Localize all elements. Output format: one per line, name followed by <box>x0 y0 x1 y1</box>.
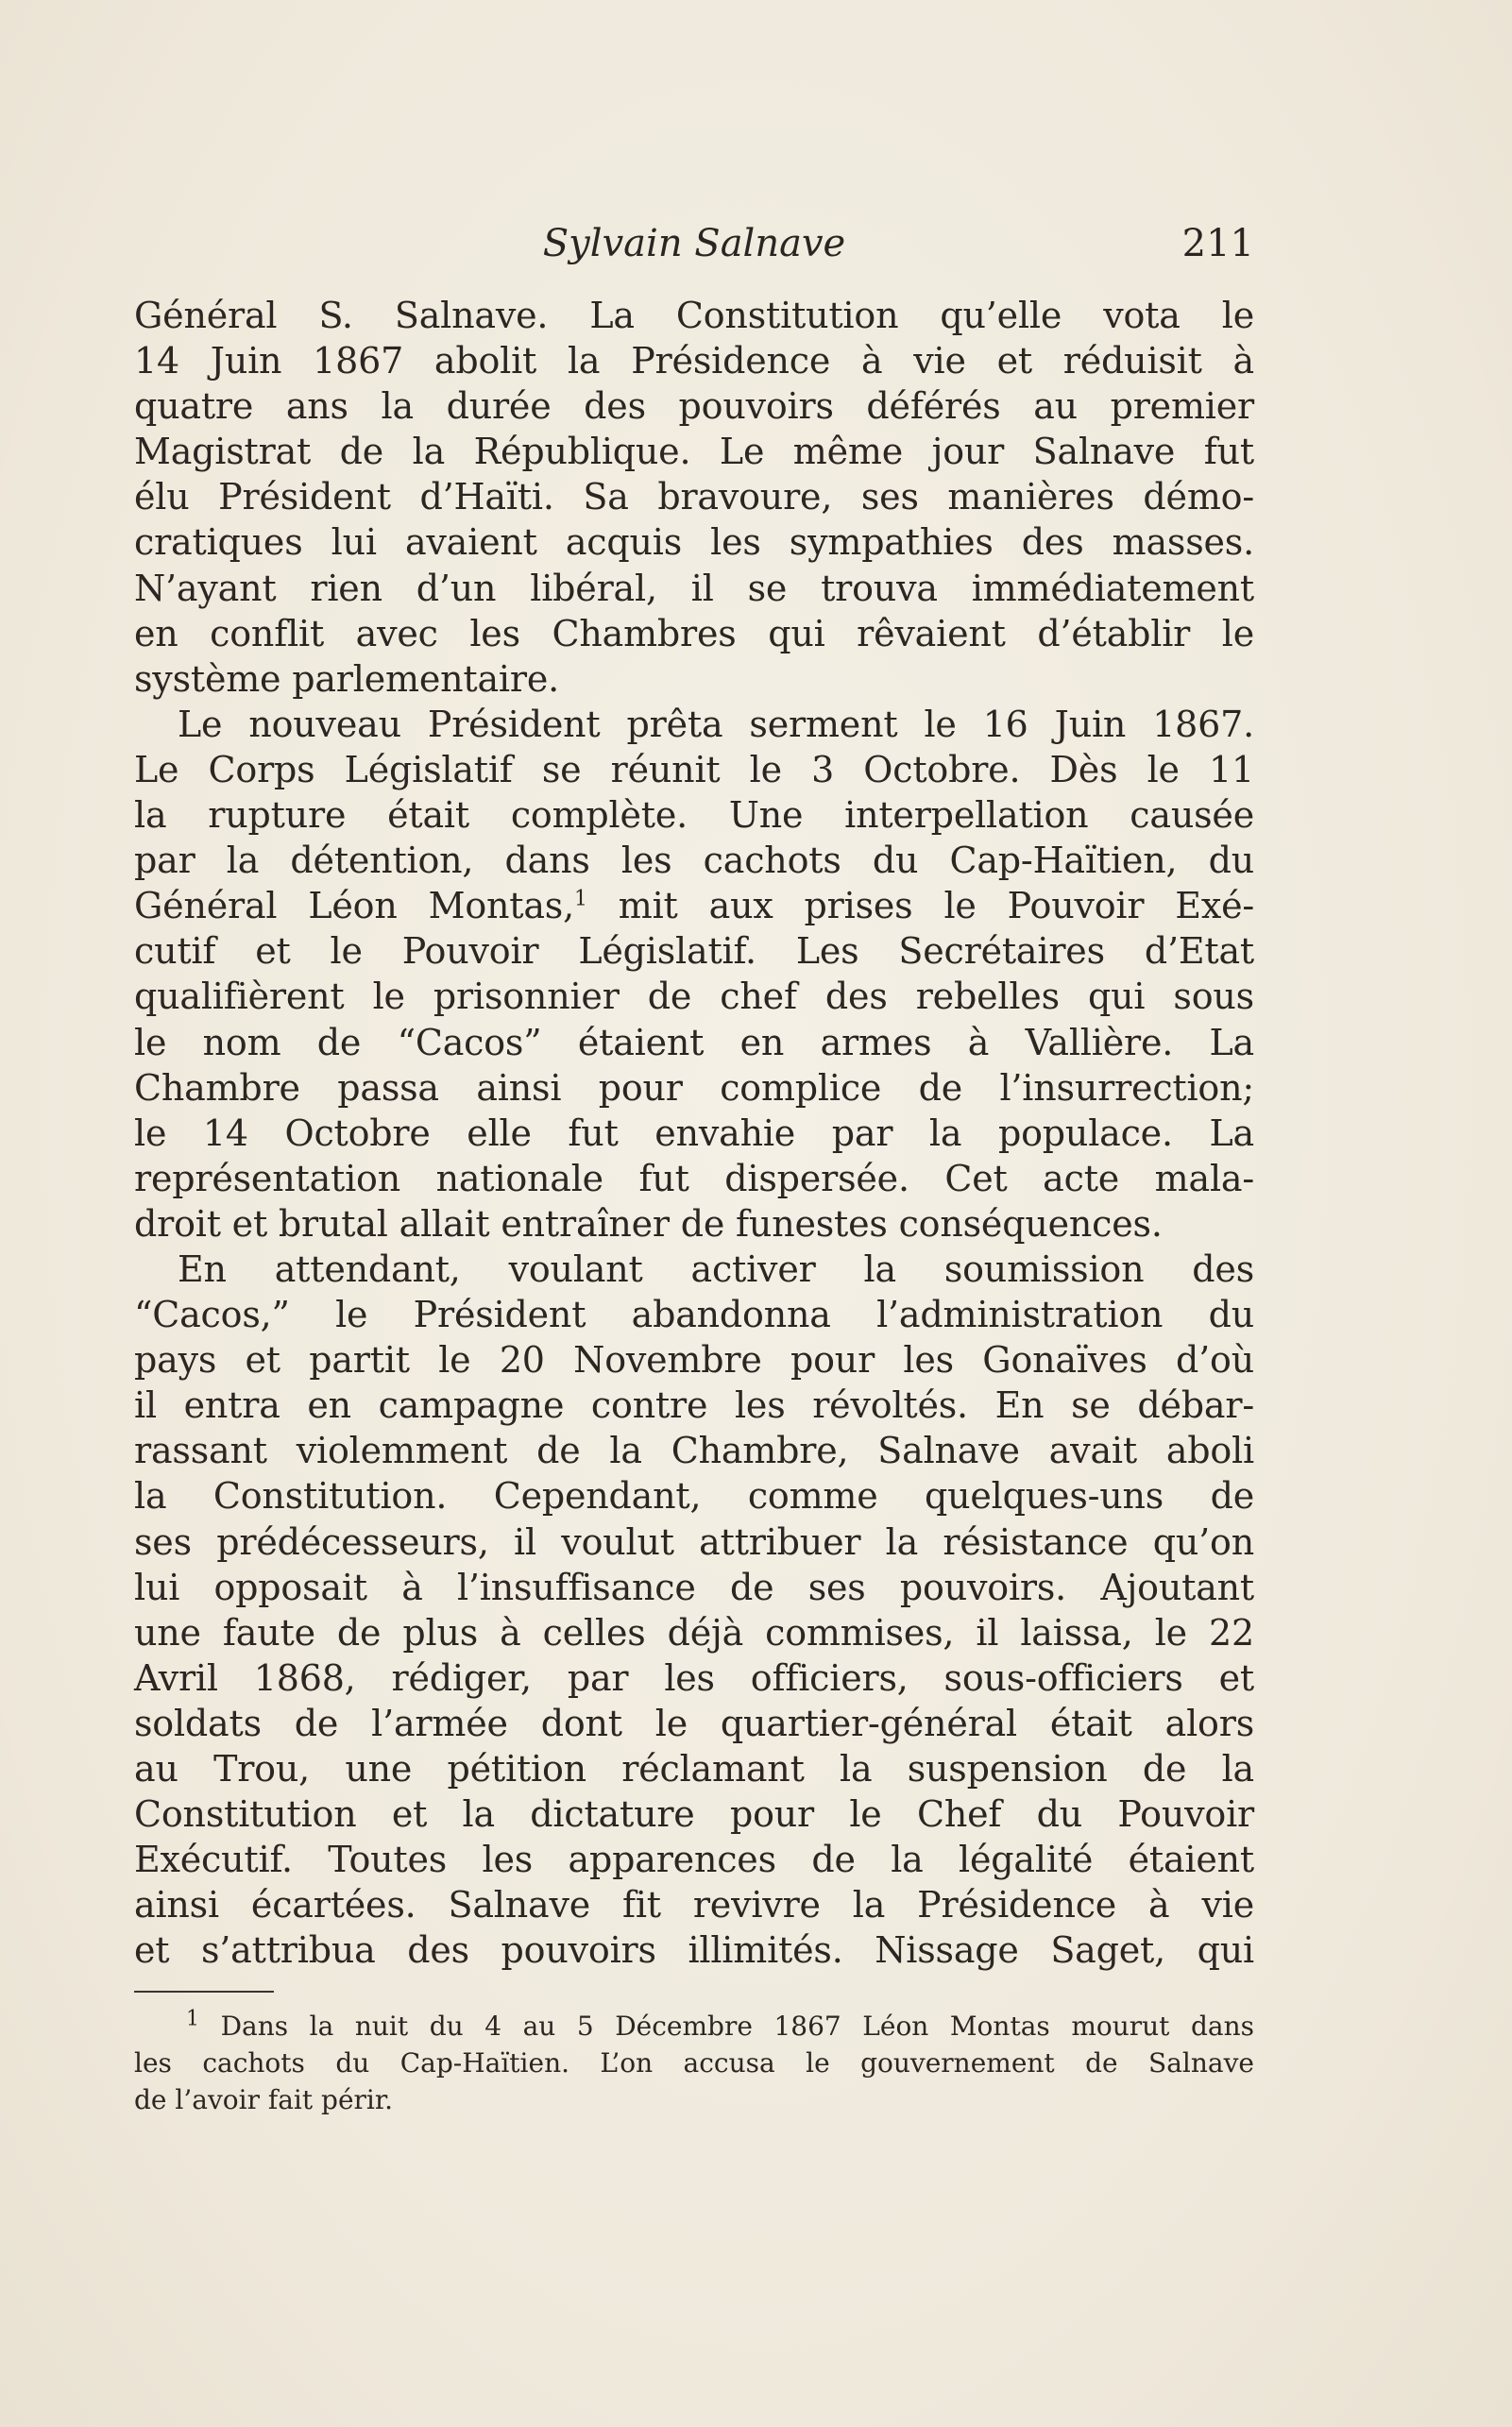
text-line: droit et brutal allait entraîner de funestes conséquences. <box>134 1202 1163 1245</box>
text-line: représentation nationale fut dispersée. Cet acte mala- <box>134 1157 1254 1199</box>
text-line: pays et partit le 20 Novembre pour les Gonaïves d’où <box>134 1339 1254 1382</box>
text-line: quatre ans la durée des pouvoirs déférés au premier <box>134 385 1254 428</box>
body-text <box>134 293 1254 1973</box>
text-segment: Général Léon Montas, <box>134 885 574 927</box>
text-line: cutif et le Pouvoir Législatif. Les Secrétaires d’Etat <box>134 930 1254 973</box>
text-line: Général S. Salnave. La Constitution qu’elle vota le <box>134 295 1254 336</box>
text-line: Avril 1868, rédiger, par les officiers, sous-officiers et <box>134 1656 1254 1699</box>
footnote-marker: 1 <box>186 2007 199 2031</box>
running-title: Sylvain Salnave <box>542 222 846 265</box>
text-line: élu Président d’Haïti. Sa bravoure, ses manières démo- <box>134 476 1254 518</box>
text-line: une faute de plus à celles déjà commises, il laissa, le 22 <box>134 1611 1254 1654</box>
text-line: En attendant, voulant activer la soumission des <box>178 1247 1254 1290</box>
text-line: rassant violemment de la Chambre, Salnave avait aboli <box>134 1430 1254 1472</box>
footnote-line <box>134 2008 1254 2045</box>
text-segment: mit aux prises le Pouvoir Exé- <box>586 885 1255 927</box>
footnote-line: les cachots du Cap-Haïtien. L’on accusa le gouvernement de Salnave <box>134 2047 1254 2079</box>
text-line-with-footnote-ref <box>134 883 1254 928</box>
text-line: qualifièrent le prisonnier de chef des rebelles qui sous <box>134 976 1254 1018</box>
page-number: 211 <box>1181 222 1254 265</box>
text-line: au Trou, une pétition réclamant la suspension de la <box>134 1748 1254 1790</box>
text-line: Le nouveau Président prêta serment le 16 Juin 1867. <box>178 703 1254 745</box>
text-line: et s’attribua des pouvoirs illimités. Nissage Saget, qui <box>134 1929 1254 1972</box>
text-line: par la détention, dans les cachots du Cap-Haïtien, du <box>134 840 1254 882</box>
footnote-reference: 1 <box>573 887 587 911</box>
text-line: lui opposait à l’insuffisance de ses pouvoirs. Ajoutant <box>134 1566 1254 1608</box>
text-line: la rupture était complète. Une interpellation causée <box>134 794 1254 837</box>
footnote-line: de l’avoir fait périr. <box>134 2084 394 2115</box>
text-line: Constitution et la dictature pour le Chef du Pouvoir <box>134 1793 1254 1836</box>
text-line: soldats de l’armée dont le quartier-général était alors <box>134 1702 1254 1744</box>
text-line: Le Corps Législatif se réunit le 3 Octobre. Dès le 11 <box>134 748 1254 790</box>
text-line: il entra en campagne contre les révoltés. En se débar- <box>134 1384 1254 1427</box>
text-line: la Constitution. Cependant, comme quelques-uns de <box>134 1475 1254 1518</box>
text-line: N’ayant rien d’un libéral, il se trouva immédiatement <box>134 567 1254 609</box>
text-line: cratiques lui avaient acquis les sympathies des masses. <box>134 521 1254 564</box>
text-line: ainsi écartées. Salnave fit revivre la Présidence à vie <box>134 1884 1254 1926</box>
footnote-text: Dans la nuit du 4 au 5 Décembre 1867 Léon Montas mourut dans <box>220 2011 1254 2042</box>
text-line: en conflit avec les Chambres qui rêvaient d’établir le <box>134 612 1254 654</box>
text-line: ses prédécesseurs, il voulut attribuer la résistance qu’on <box>134 1520 1254 1563</box>
footnote <box>134 2008 1254 2118</box>
page-header <box>134 215 1254 272</box>
text-line: le 14 Octobre elle fut envahie par la populace. La <box>134 1112 1254 1154</box>
text-line: le nom de “Cacos” étaient en armes à Vallière. La <box>134 1021 1254 1063</box>
text-line: système parlementaire. <box>134 657 560 700</box>
text-line: Chambre passa ainsi pour complice de l’insurrection; <box>134 1066 1254 1109</box>
text-line: 14 Juin 1867 abolit la Présidence à vie et réduisit à <box>134 340 1254 382</box>
text-line: Magistrat de la République. Le même jour Salnave fut <box>134 431 1254 473</box>
text-line: Exécutif. Toutes les apparences de la légalité étaient <box>134 1839 1254 1881</box>
footnote-divider <box>134 1991 274 1993</box>
text-line: “Cacos,” le Président abandonna l’administration du <box>134 1294 1254 1336</box>
